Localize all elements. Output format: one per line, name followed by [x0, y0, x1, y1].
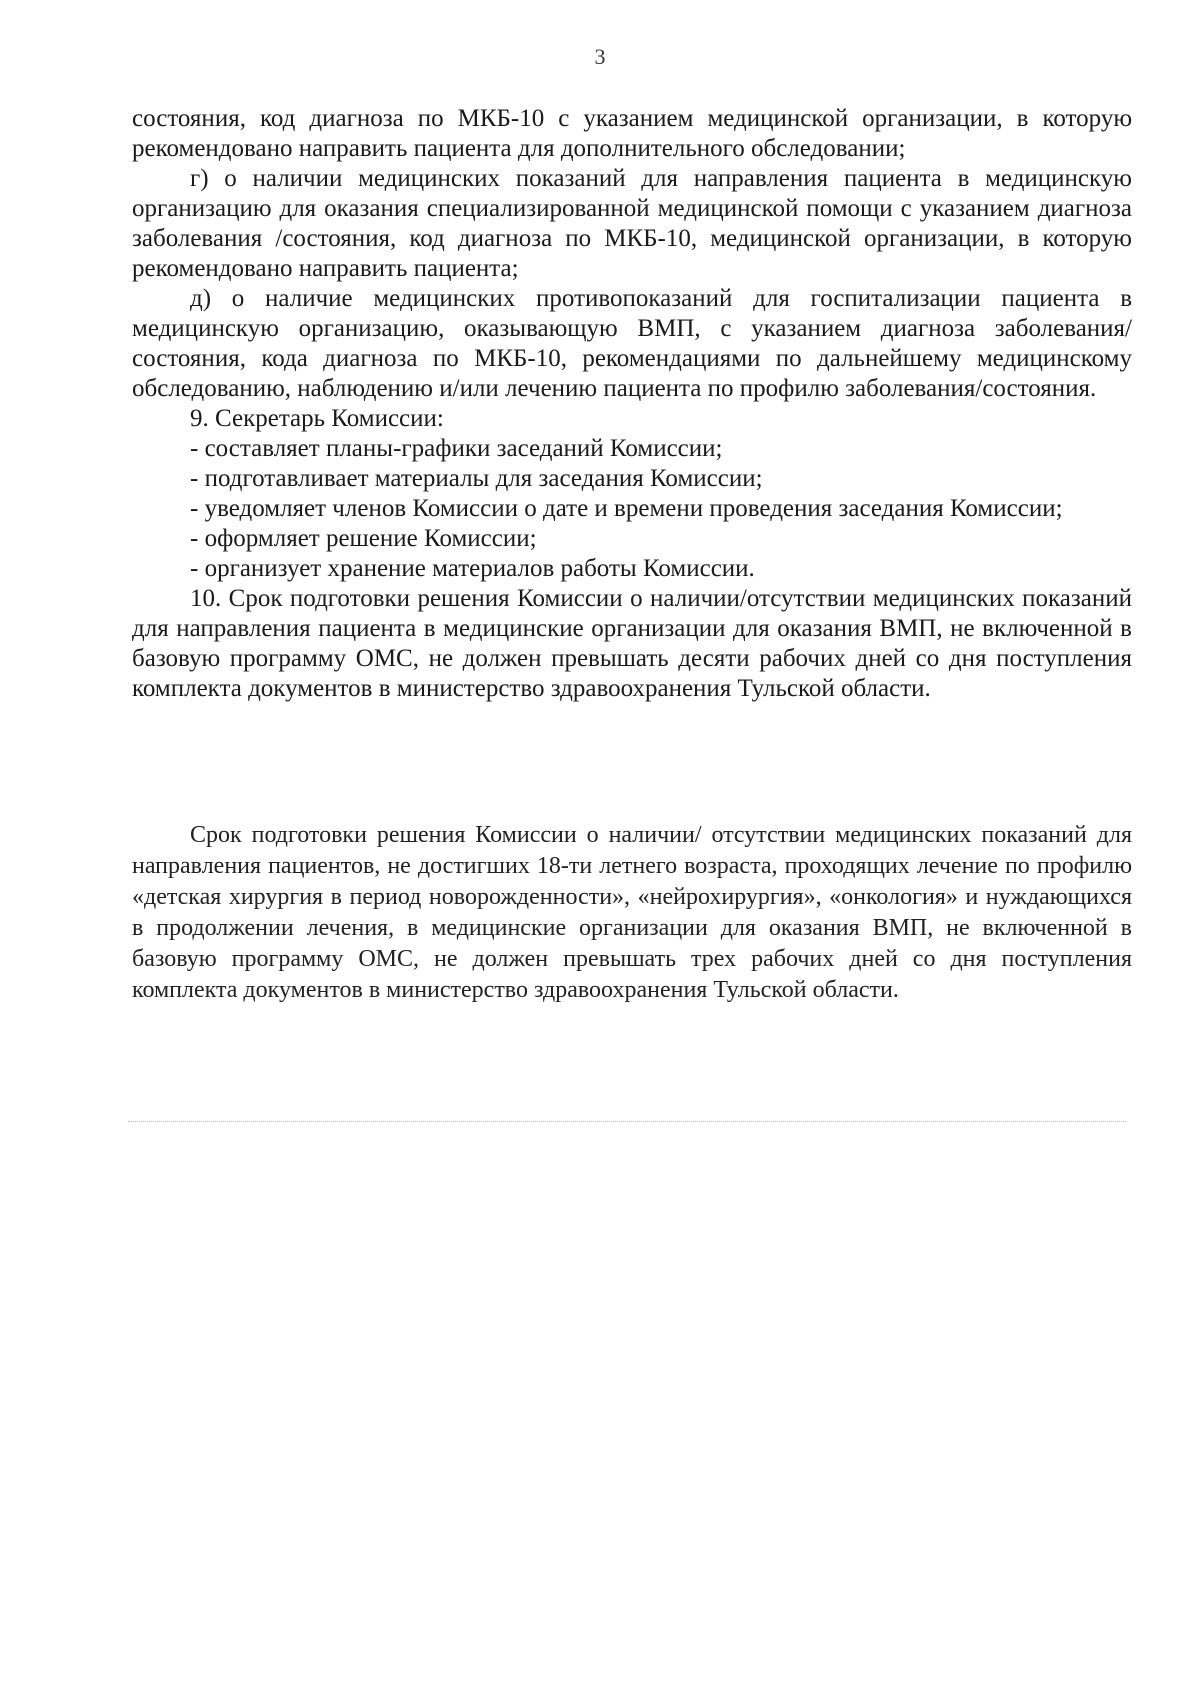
- paragraph-section-9: 9. Секретарь Комиссии:: [190, 405, 444, 432]
- paragraph-section-10: 10. Срок подготовки решения Комиссии о наличии/отсутствии медицинских показаний для направления пациента в медицинские организации для оказания ВМП, не включенной в базовую программу ОМС, не должен превышать десяти рабочих дней со дня поступления комплекта документов в министерство здравоохранения Тульской области.: [132, 585, 1132, 702]
- page-divider: [128, 1121, 1126, 1122]
- paragraph-item-d: д) о наличие медицинских противопоказаний для госпитализации пациента в медицинскую организацию, оказывающую ВМП, с указанием диагноза заболевания/состояния, кода диагноза по МКБ-10, рекомендациями по дальнейшему медицинскому обследованию, наблюдению и/или лечению пациента по профилю заболевания/состояния.: [132, 285, 1132, 402]
- page-number: 3: [594, 44, 606, 69]
- additional-paragraph-block: [132, 820, 1132, 1006]
- list-item-materials: - подготавливает материалы для заседания Комиссии;: [190, 465, 763, 492]
- list-item-notify: - уведомляет членов Комиссии о дате и времени проведения заседания Комиссии;: [190, 495, 1063, 522]
- paragraph-item-g: г) о наличии медицинских показаний для направления пациента в медицинскую организацию для оказания специализированной медицинской помощи с указанием диагноза заболевания /состояния, код диагноза по МКБ-10, медицинской организации, в которую рекомендовано направить пациента;: [132, 165, 1132, 282]
- list-item-schedules: - составляет планы-графики заседаний Комиссии;: [190, 435, 723, 462]
- paragraph-children-deadline: Срок подготовки решения Комиссии о наличии/ отсутствии медицинских показаний для направления пациентов, не достигших 18-ти летнего возраста, проходящих лечение по профилю «детская хирургия в период новорожденности», «нейрохирургия», «онкология» и нуждающихся в продолжении лечения, в медицинские организации для оказания ВМП, не включенной в базовую программу ОМС, не должен превышать трех рабочих дней со дня поступления комплекта документов в министерство здравоохранения Тульской области.: [132, 822, 1132, 1003]
- document-body: [132, 104, 1132, 704]
- list-item-storage: - организует хранение материалов работы Комиссии.: [190, 555, 755, 582]
- list-item-decision: - оформляет решение Комиссии;: [190, 525, 537, 552]
- paragraph-continuation: состояния, код диагноза по МКБ-10 с указанием медицинской организации, в которую рекомендовано направить пациента для дополнительного обследовании;: [132, 105, 1132, 162]
